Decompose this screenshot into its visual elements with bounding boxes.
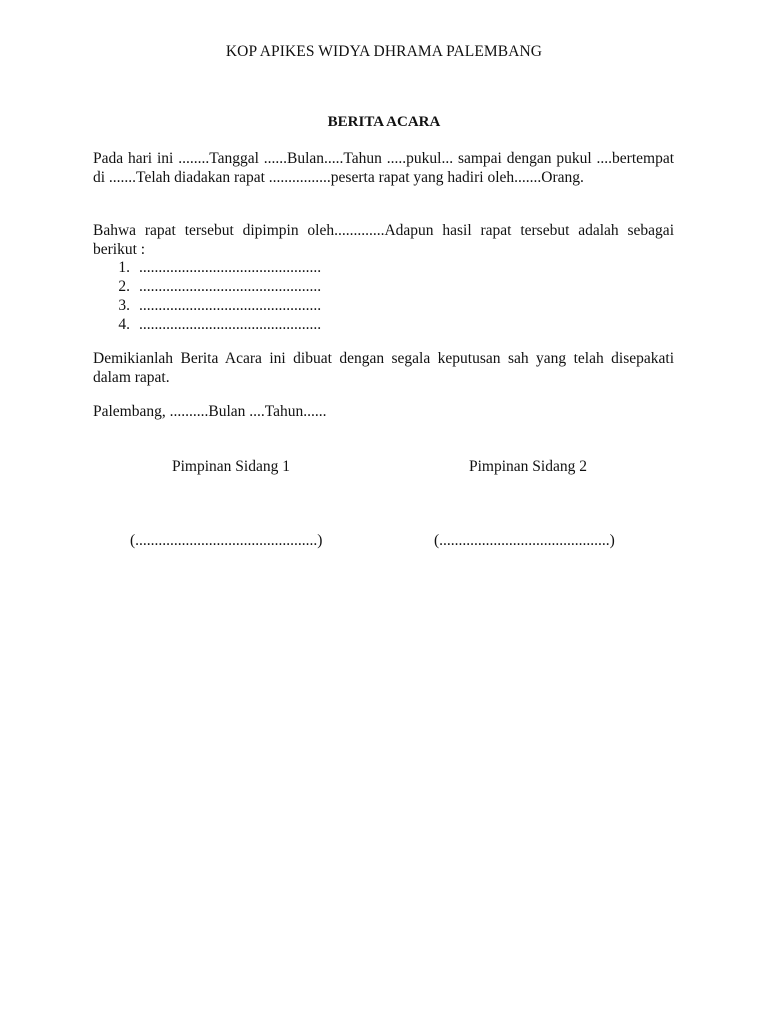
list-item (93, 296, 321, 315)
document-title: BERITA ACARA (327, 114, 441, 130)
list-item-text: ............................................... (139, 316, 322, 333)
opening-paragraph: Pada hari ini ........Tanggal ......Bulan.....Tahun .....pukul... sampai dengan pukul ....bertempat di .......Telah diadakan rapat ................peserta rapat yang hadiri oleh.......Orang. (93, 150, 674, 186)
closing-paragraph: Demikianlah Berita Acara ini dibuat dengan segala keputusan sah yang telah disepakati dalam rapat. (93, 350, 674, 386)
list-item-text: ............................................... (139, 297, 322, 314)
signature-1-line: (...............................................) (130, 532, 323, 549)
list-item-text: ............................................... (139, 259, 322, 276)
place-date: Palembang, ..........Bulan ....Tahun...... (93, 403, 327, 420)
list-item-number: 1. (118, 259, 130, 276)
chair-paragraph: Bahwa rapat tersebut dipimpin oleh.............Adapun hasil rapat tersebut adalah sebagai berikut : (93, 222, 674, 258)
signature-2-line: (............................................) (434, 532, 615, 549)
signature-2-title: Pimpinan Sidang 2 (469, 458, 587, 475)
list-item-number: 3. (118, 297, 130, 314)
list-item (93, 277, 321, 296)
letterhead: KOP APIKES WIDYA DHRAMA PALEMBANG (225, 43, 543, 60)
list-item-text: ............................................... (139, 278, 322, 295)
results-list (93, 258, 321, 334)
list-item (93, 315, 321, 334)
list-item-number: 2. (118, 278, 130, 295)
list-item (93, 258, 321, 277)
list-item-number: 4. (118, 316, 130, 333)
signature-1-title: Pimpinan Sidang 1 (172, 458, 290, 475)
